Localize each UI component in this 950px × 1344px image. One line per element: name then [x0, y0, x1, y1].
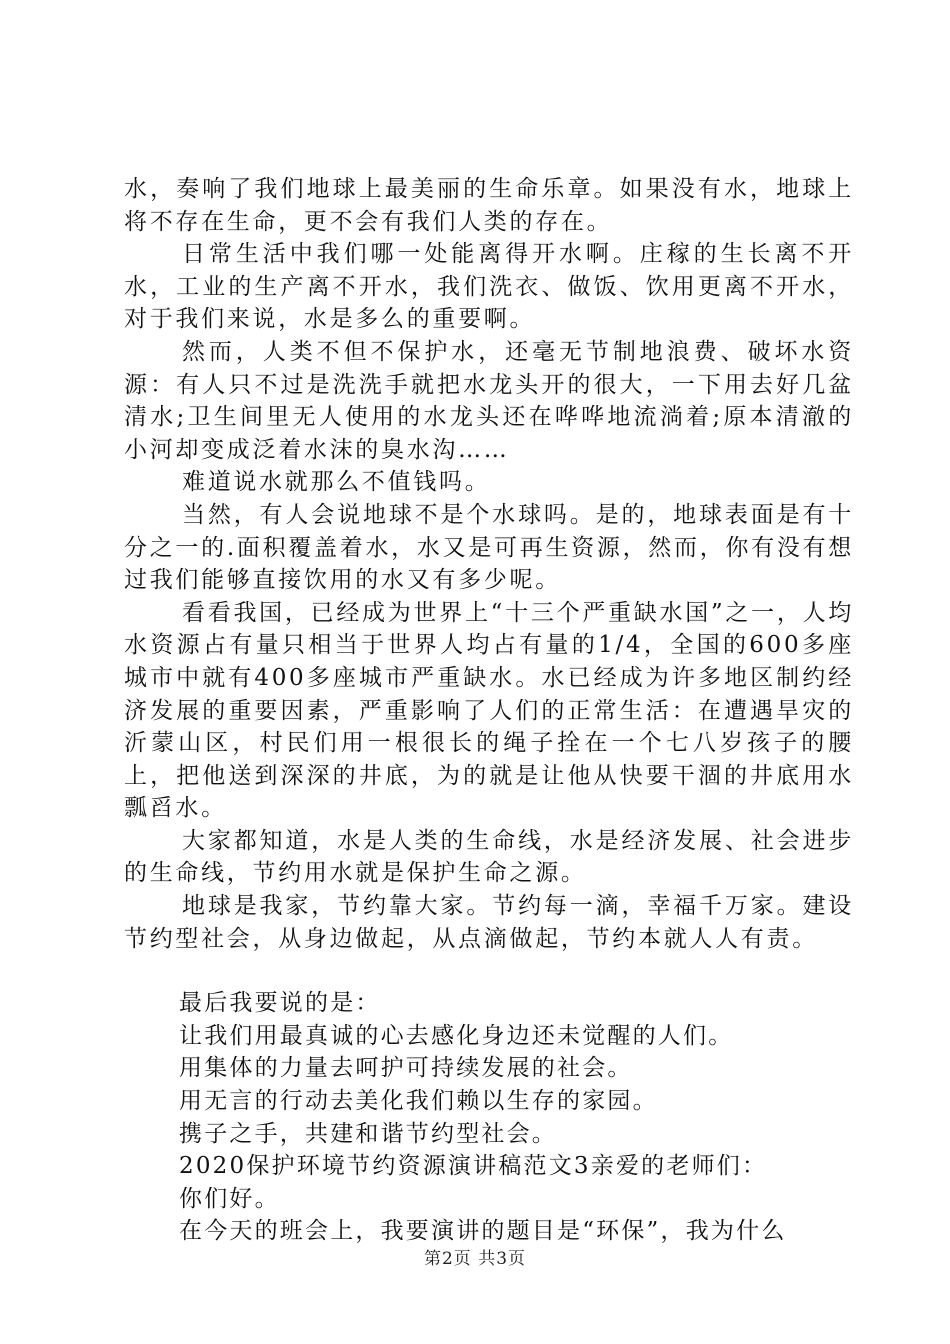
paragraph-2: 日常生活中我们哪一处能离得开水啊。庄稼的生长离不开水，工业的生产离不开水，我们洗衣、做饭、饮用更离不开水，对于我们来说，水是多么的重要啊。 — [124, 241, 854, 333]
paragraph-6: 看看我国，已经成为世界上“十三个严重缺水国”之一，人均水资源占有量只相当于世界人均占有量的1/4，全国的600多座城市中就有400多座城市严重缺水。水已经成为许多地区制约经济发展的重要因素，严重影响了人们的正常生活：在遭遇旱灾的沂蒙山区，村民们用一根很长的绳子拴在一个七八岁孩子的腰上，把他送到深深的井底，为的就是让他从快要干涸的井底用水瓢舀水。 — [124, 599, 854, 822]
closing-line-4: 用无言的行动去美化我们赖以生存的家园。 — [179, 1088, 658, 1115]
paragraph-3: 然而，人类不但不保护水，还毫无节制地浪费、破坏水资源：有人只不过是洗洗手就把水龙头开的很大，一下用去好几盆清水;卫生间里无人使用的水龙头还在哗哗地流淌着;原本清澈的小河却变成泛着水沫的臭水沟…… — [124, 338, 854, 463]
page-number-footer: 第2页 共3页 — [423, 1249, 527, 1269]
closing-line-6: 2020保护环境节约资源演讲稿范文3亲爱的老师们： — [179, 1153, 768, 1180]
paragraph-4: 难道说水就那么不值钱吗。 — [182, 469, 491, 496]
paragraph-7: 大家都知道，水是人类的生命线，水是经济发展、社会进步的生命线，节约用水就是保护生命之源。 — [124, 827, 854, 887]
closing-line-1: 最后我要说的是： — [179, 990, 381, 1017]
paragraph-8: 地球是我家，节约靠大家。节约每一滴，幸福千万家。建设节约型社会，从身边做起，从点滴做起，节约本就人人有责。 — [124, 893, 854, 952]
paragraph-spacer — [124, 955, 854, 987]
paragraph-1: 水，奏响了我们地球上最美丽的生命乐章。如果没有水，地球上将不存在生命，更不会有我们人类的存在。 — [124, 176, 854, 235]
closing-line-2: 让我们用最真诚的心去感化身边还未觉醒的人们。 — [179, 1022, 734, 1049]
document-body — [124, 173, 854, 1248]
closing-line-3: 用集体的力量去呵护可持续发展的社会。 — [179, 1055, 633, 1082]
paragraph-5: 当然，有人会说地球不是个水球吗。是的，地球表面是有十分之一的.面积覆盖着水，水又是可再生资源，然而，你有没有想过我们能够直接饮用的水又有多少呢。 — [124, 501, 854, 594]
closing-line-8: 在今天的班会上，我要演讲的题目是“环保”，我为什么 — [179, 1218, 787, 1245]
closing-line-7: 你们好。 — [179, 1185, 280, 1212]
closing-line-5: 携子之手，共建和谐节约型社会。 — [179, 1120, 557, 1147]
